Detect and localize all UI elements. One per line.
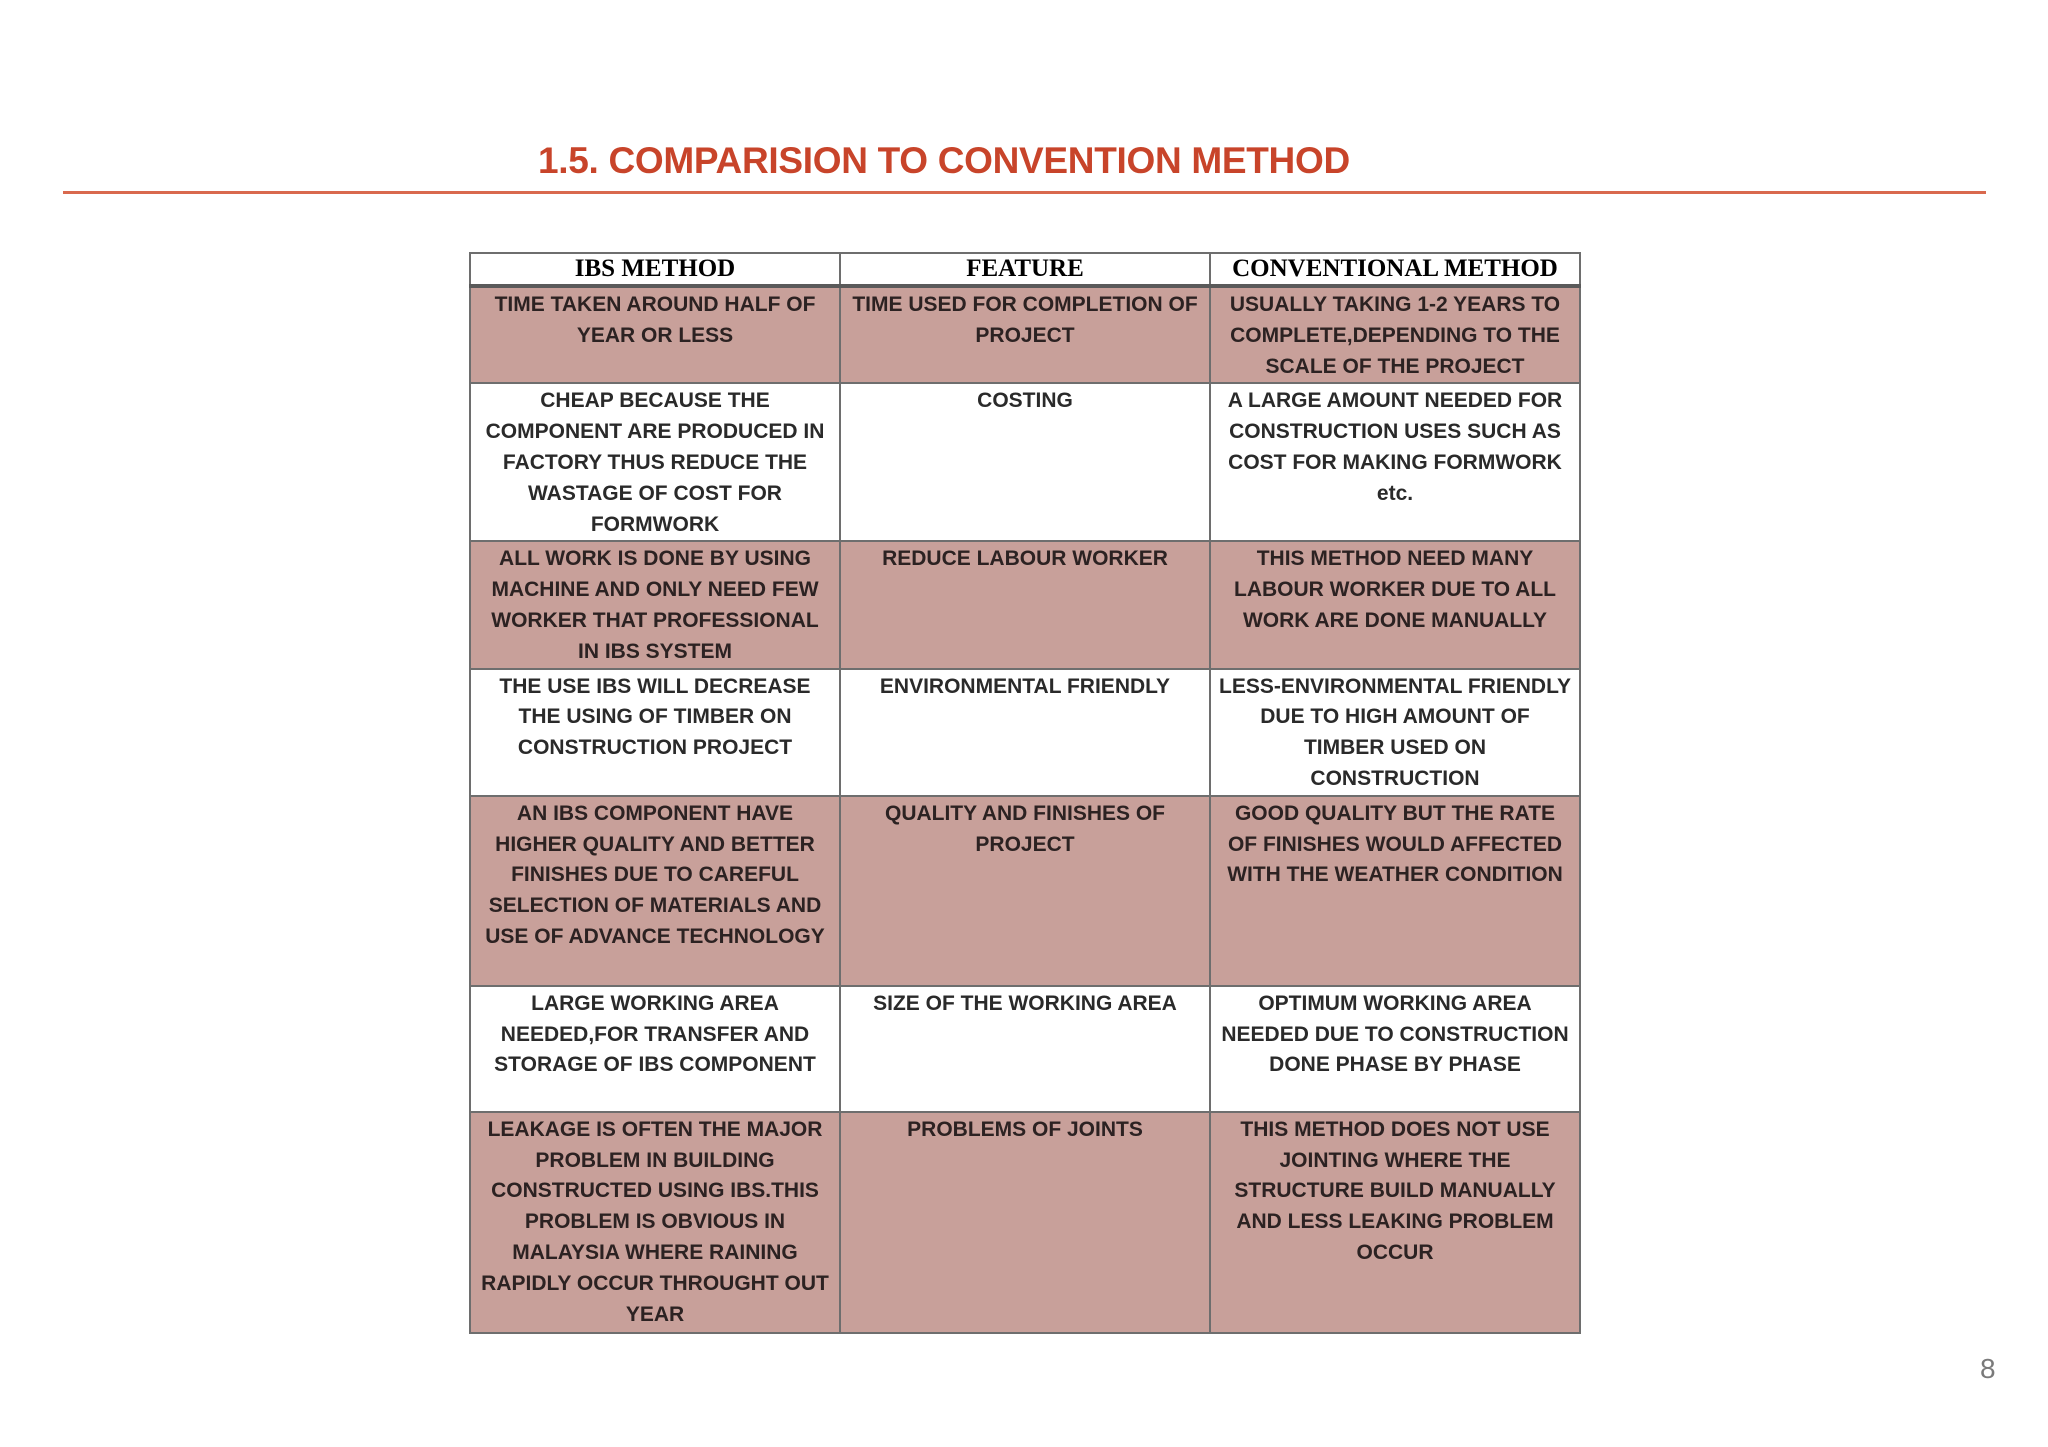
conventional-cell: OPTIMUM WORKING AREA NEEDED DUE TO CONSTRUCTION DONE PHASE BY PHASE [1210,986,1580,1112]
title-divider [63,191,1986,194]
ibs-cell: THE USE IBS WILL DECREASE THE USING OF TIMBER ON CONSTRUCTION PROJECT [470,669,840,796]
ibs-cell: ALL WORK IS DONE BY USING MACHINE AND ONLY NEED FEW WORKER THAT PROFESSIONAL IN IBS SYSTEM [470,541,840,668]
header-feature: FEATURE [840,253,1210,286]
conventional-cell: A LARGE AMOUNT NEEDED FOR CONSTRUCTION USES SUCH AS COST FOR MAKING FORMWORK etc. [1210,383,1580,541]
conventional-cell: THIS METHOD NEED MANY LABOUR WORKER DUE TO ALL WORK ARE DONE MANUALLY [1210,541,1580,668]
feature-cell: TIME USED FOR COMPLETION OF PROJECT [840,286,1210,383]
header-ibs-method: IBS METHOD [470,253,840,286]
feature-cell: ENVIRONMENTAL FRIENDLY [840,669,1210,796]
feature-cell: REDUCE LABOUR WORKER [840,541,1210,668]
table-row [470,541,1580,668]
feature-cell: PROBLEMS OF JOINTS [840,1112,1210,1333]
table-row [470,796,1580,986]
conventional-cell: USUALLY TAKING 1-2 YEARS TO COMPLETE,DEPENDING TO THE SCALE OF THE PROJECT [1210,286,1580,383]
table-header-row [470,253,1580,286]
comparison-table [469,252,1581,1334]
ibs-cell: CHEAP BECAUSE THE COMPONENT ARE PRODUCED IN FACTORY THUS REDUCE THE WASTAGE OF COST FOR FORMWORK [470,383,840,541]
slide-title: 1.5. COMPARISION TO CONVENTION METHOD [538,140,1350,181]
ibs-cell: LARGE WORKING AREA NEEDED,FOR TRANSFER AND STORAGE OF IBS COMPONENT [470,986,840,1112]
ibs-cell: TIME TAKEN AROUND HALF OF YEAR OR LESS [470,286,840,383]
table-row [470,986,1580,1112]
table-row [470,1112,1580,1333]
table-row [470,286,1580,383]
header-conventional-method: CONVENTIONAL METHOD [1210,253,1580,286]
feature-cell: SIZE OF THE WORKING AREA [840,986,1210,1112]
table-row [470,669,1580,796]
page-number: 8 [1980,1353,1996,1384]
feature-cell: QUALITY AND FINISHES OF PROJECT [840,796,1210,986]
table-row [470,383,1580,541]
feature-cell: COSTING [840,383,1210,541]
conventional-cell: LESS-ENVIRONMENTAL FRIENDLY DUE TO HIGH AMOUNT OF TIMBER USED ON CONSTRUCTION [1210,669,1580,796]
ibs-cell: LEAKAGE IS OFTEN THE MAJOR PROBLEM IN BUILDING CONSTRUCTED USING IBS.THIS PROBLEM IS OBVIOUS IN MALAYSIA WHERE RAINING RAPIDLY OCCUR THROUGHT OUT YEAR [470,1112,840,1333]
conventional-cell: GOOD QUALITY BUT THE RATE OF FINISHES WOULD AFFECTED WITH THE WEATHER CONDITION [1210,796,1580,986]
conventional-cell: THIS METHOD DOES NOT USE JOINTING WHERE THE STRUCTURE BUILD MANUALLY AND LESS LEAKING PROBLEM OCCUR [1210,1112,1580,1333]
ibs-cell: AN IBS COMPONENT HAVE HIGHER QUALITY AND BETTER FINISHES DUE TO CAREFUL SELECTION OF MATERIALS AND USE OF ADVANCE TECHNOLOGY [470,796,840,986]
